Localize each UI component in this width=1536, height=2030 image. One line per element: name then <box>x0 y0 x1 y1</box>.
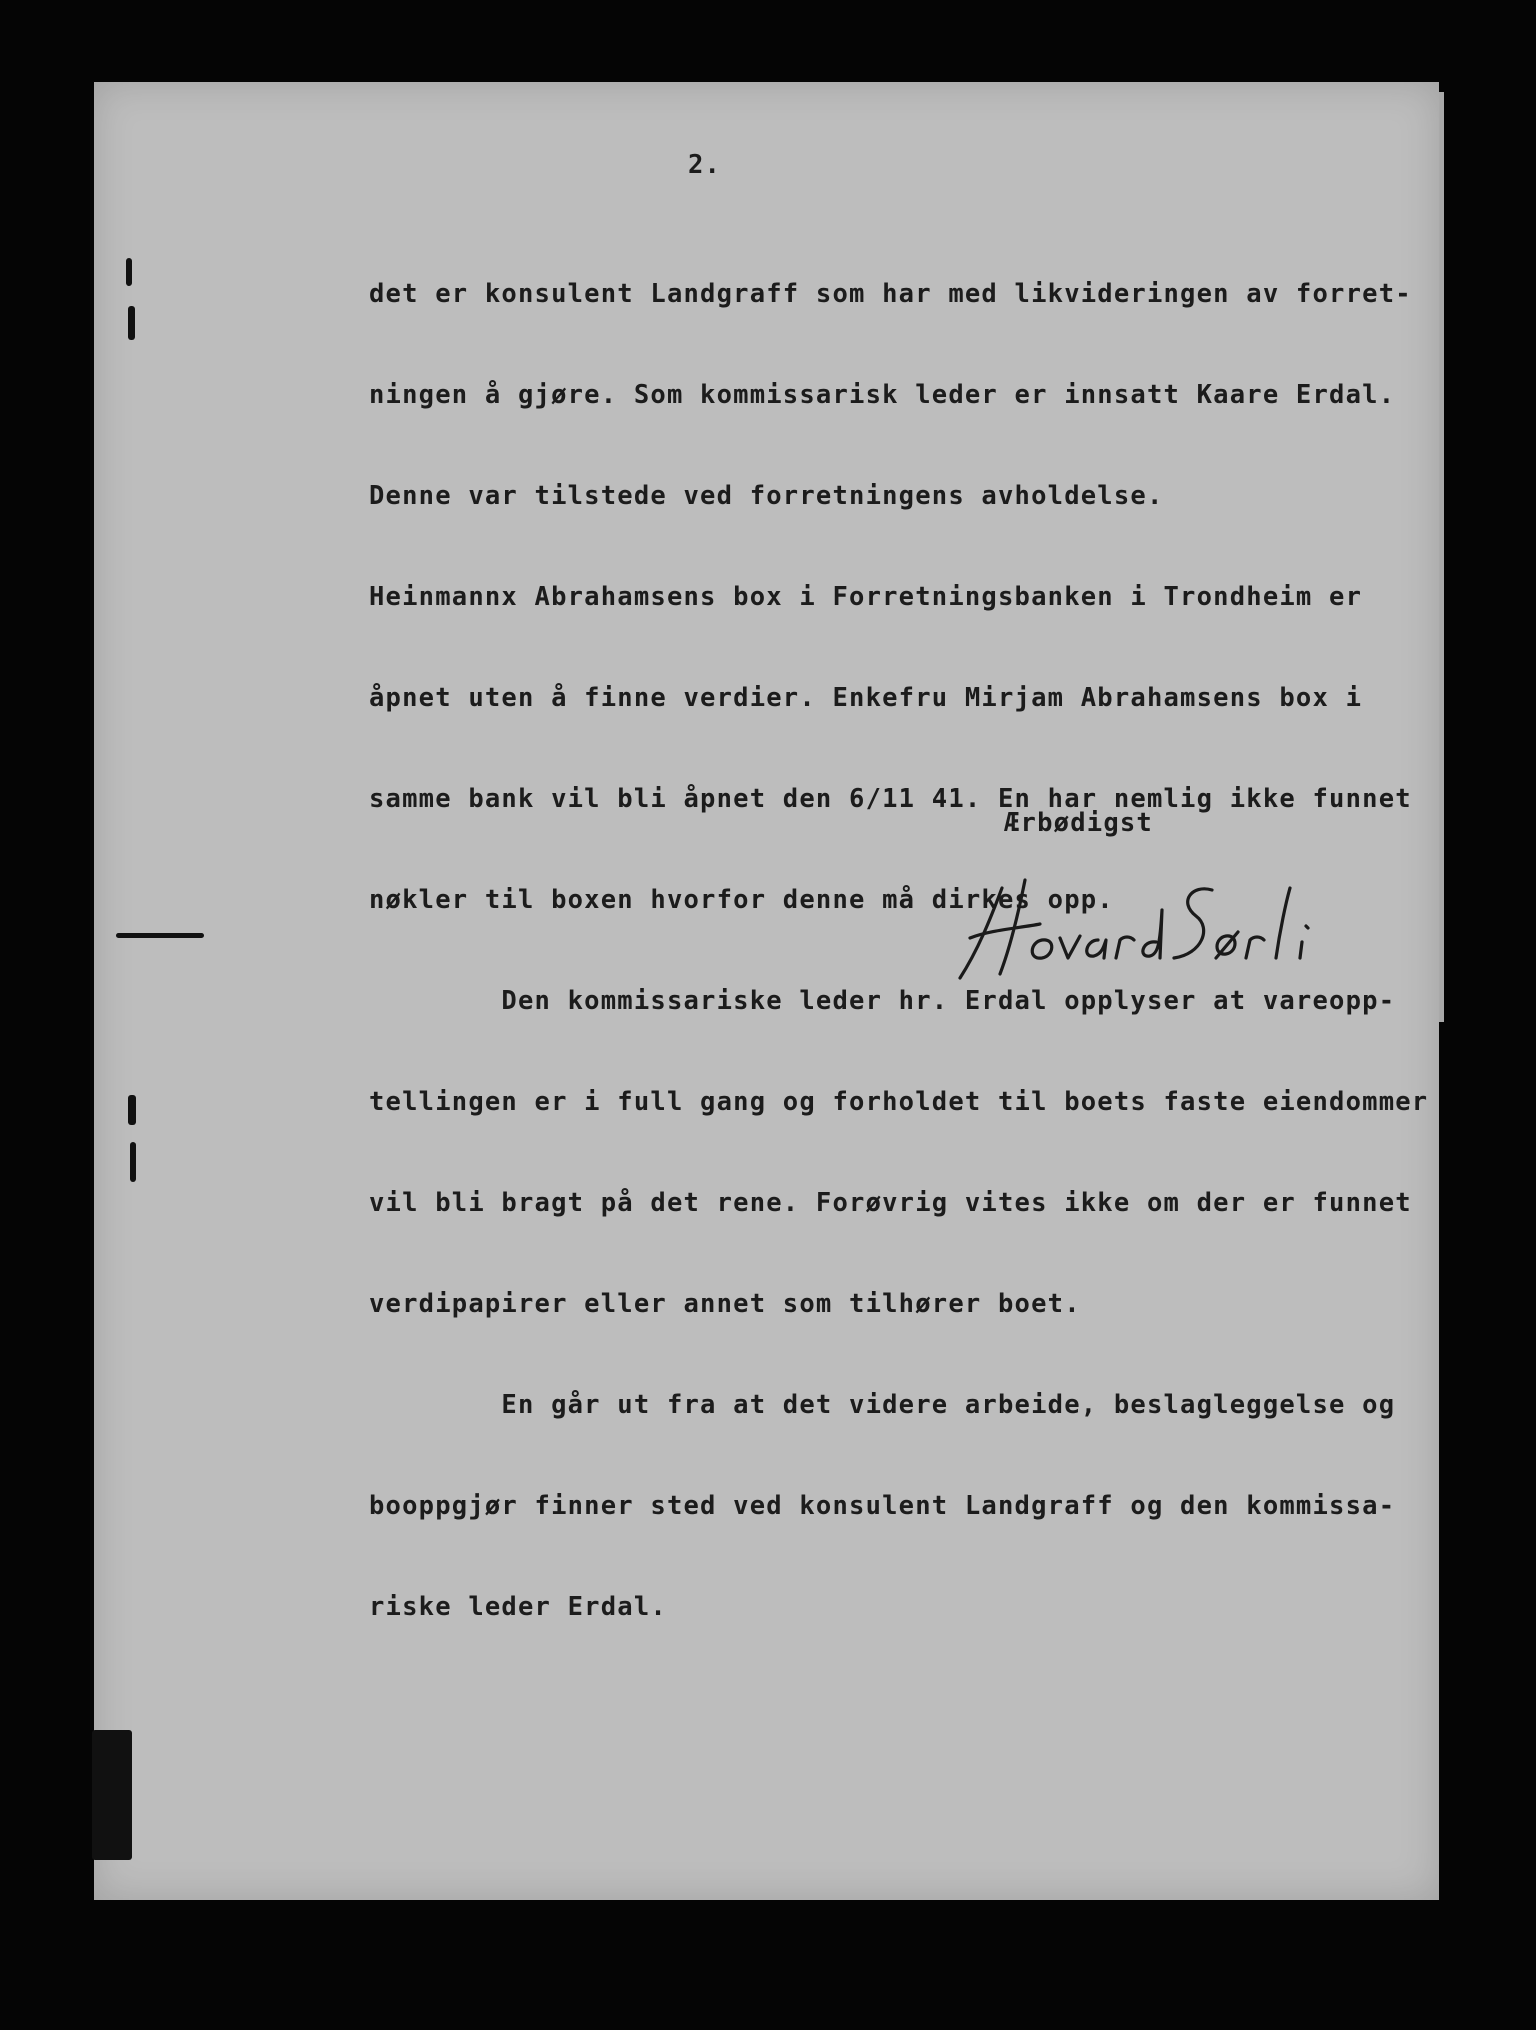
closing-salutation: Ærbødigst <box>1004 808 1153 838</box>
text-line: Den kommissariske leder hr. Erdal opplyser at vareopp- <box>369 986 1396 1016</box>
binding-mark <box>130 1142 136 1182</box>
page-edge-strip <box>1439 92 1444 1022</box>
binding-mark <box>128 1095 136 1125</box>
text-line: det er konsulent Landgraff som har med likvideringen av forret- <box>369 279 1412 309</box>
binding-mark <box>116 933 204 938</box>
handwritten-signature <box>930 850 1330 990</box>
text-line: ningen å gjøre. Som kommissarisk leder er innsatt Kaare Erdal. <box>369 380 1396 410</box>
page-number: 2. <box>688 150 722 180</box>
text-line: vil bli bragt på det rene. Forøvrig vites ikke om der er funnet <box>369 1188 1412 1218</box>
text-line: verdipapirer eller annet som tilhører boet. <box>369 1289 1081 1319</box>
text-line: Heinmannx Abrahamsens box i Forretningsbanken i Trondheim er <box>369 582 1363 612</box>
text-line: En går ut fra at det videre arbeide, beslagleggelse og <box>369 1390 1396 1420</box>
binding-mark <box>128 306 135 340</box>
text-line: samme bank vil bli åpnet den 6/11 41. En har nemlig ikke funnet <box>369 784 1412 814</box>
text-line: åpnet uten å finne verdier. Enkefru Mirjam Abrahamsens box i <box>369 683 1363 713</box>
text-line: booppgjør finner sted ved konsulent Landgraff og den kommissa- <box>369 1491 1396 1521</box>
text-line: riske leder Erdal. <box>369 1592 667 1622</box>
text-line: Denne var tilstede ved forretningens avholdelse. <box>369 481 1164 511</box>
binding-mark <box>126 258 132 286</box>
binding-mark <box>92 1730 132 1860</box>
text-line: tellingen er i full gang og forholdet til boets faste eiendommer <box>369 1087 1429 1117</box>
text-line: nøkler til boxen hvorfor denne må dirkes opp. <box>369 885 1114 915</box>
